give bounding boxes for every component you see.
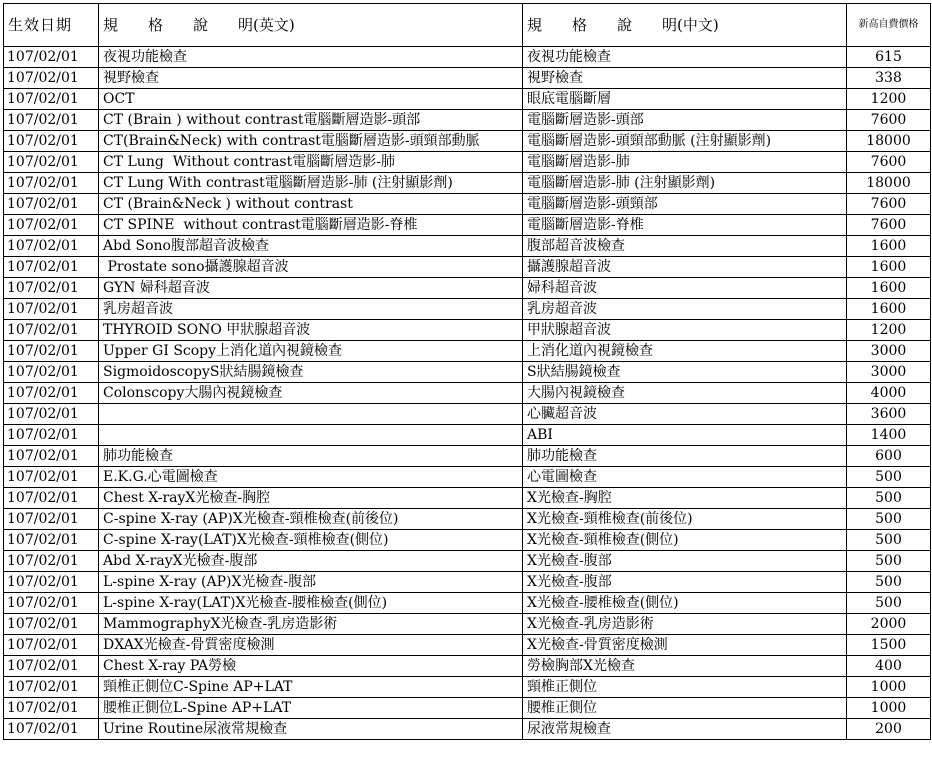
cell-effective-date: 107/02/01 [4, 110, 99, 131]
cell-price: 600 [847, 446, 931, 467]
cell-spec-chinese: 乳房超音波 [523, 299, 847, 320]
cell-spec-chinese: 電腦斷層造影-頭頸部 [523, 194, 847, 215]
cell-effective-date: 107/02/01 [4, 383, 99, 404]
cell-spec-english: THYROID SONO 甲狀腺超音波 [99, 320, 523, 341]
cell-effective-date: 107/02/01 [4, 425, 99, 446]
cell-effective-date: 107/02/01 [4, 530, 99, 551]
table-row [4, 131, 931, 152]
table-row [4, 530, 931, 551]
header-spec-chinese: 規 格 說 明(中文) [523, 4, 847, 47]
table-header [4, 4, 931, 47]
table-row [4, 488, 931, 509]
cell-spec-english: C-spine X-ray (AP)X光檢查-頸椎檢查(前後位) [99, 509, 523, 530]
table-row [4, 425, 931, 446]
table-row [4, 656, 931, 677]
cell-price: 1000 [847, 698, 931, 719]
header-spec-english: 規 格 說 明(英文) [99, 4, 523, 47]
cell-spec-chinese: 視野檢查 [523, 68, 847, 89]
cell-spec-english: E.K.G.心電圖檢查 [99, 467, 523, 488]
table-row [4, 572, 931, 593]
cell-effective-date: 107/02/01 [4, 89, 99, 110]
cell-price: 500 [847, 467, 931, 488]
cell-effective-date: 107/02/01 [4, 488, 99, 509]
cell-spec-english: C-spine X-ray(LAT)X光檢查-頸椎檢查(側位) [99, 530, 523, 551]
cell-effective-date: 107/02/01 [4, 404, 99, 425]
cell-price: 1200 [847, 320, 931, 341]
table-row [4, 614, 931, 635]
cell-spec-chinese: 肺功能檢查 [523, 446, 847, 467]
table-row [4, 551, 931, 572]
table-row [4, 257, 931, 278]
cell-spec-english: CT Lung Without contrast電腦斷層造影-肺 [99, 152, 523, 173]
cell-spec-english: 視野檢查 [99, 68, 523, 89]
cell-spec-chinese: 夜視功能檢查 [523, 47, 847, 68]
cell-effective-date: 107/02/01 [4, 320, 99, 341]
cell-price: 1200 [847, 89, 931, 110]
cell-spec-english: L-spine X-ray(LAT)X光檢查-腰椎檢查(側位) [99, 593, 523, 614]
cell-price: 18000 [847, 131, 931, 152]
cell-spec-english: CT(Brain&Neck) with contrast電腦斷層造影-頭頸部動脈 [99, 131, 523, 152]
cell-price: 3000 [847, 362, 931, 383]
table-row [4, 47, 931, 68]
cell-price: 7600 [847, 152, 931, 173]
cell-spec-chinese: 頸椎正側位 [523, 677, 847, 698]
cell-price: 1000 [847, 677, 931, 698]
cell-spec-english: GYN 婦科超音波 [99, 278, 523, 299]
cell-spec-english: DXAX光檢查-骨質密度檢測 [99, 635, 523, 656]
cell-spec-chinese: 婦科超音波 [523, 278, 847, 299]
header-effective-date: 生效日期 [4, 4, 99, 47]
cell-spec-chinese: 大腸內視鏡檢查 [523, 383, 847, 404]
cell-effective-date: 107/02/01 [4, 551, 99, 572]
table-row [4, 299, 931, 320]
cell-spec-english: 乳房超音波 [99, 299, 523, 320]
cell-effective-date: 107/02/01 [4, 656, 99, 677]
table-row [4, 383, 931, 404]
cell-spec-english: CT (Brain&Neck ) without contrast [99, 194, 523, 215]
cell-effective-date: 107/02/01 [4, 635, 99, 656]
cell-price: 7600 [847, 215, 931, 236]
cell-spec-chinese: 勞檢胸部X光檢查 [523, 656, 847, 677]
cell-spec-chinese: 電腦斷層造影-脊椎 [523, 215, 847, 236]
cell-spec-chinese: 腹部超音波檢查 [523, 236, 847, 257]
cell-spec-chinese: 上消化道內視鏡檢查 [523, 341, 847, 362]
cell-spec-english [99, 425, 523, 446]
cell-effective-date: 107/02/01 [4, 362, 99, 383]
table-row [4, 68, 931, 89]
cell-price: 4000 [847, 383, 931, 404]
table-row [4, 677, 931, 698]
table-body [4, 47, 931, 740]
cell-effective-date: 107/02/01 [4, 131, 99, 152]
cell-price: 1600 [847, 299, 931, 320]
cell-price: 18000 [847, 173, 931, 194]
cell-spec-english: CT SPINE without contrast電腦斷層造影-脊椎 [99, 215, 523, 236]
cell-spec-chinese: 電腦斷層造影-肺 (注射顯影劑) [523, 173, 847, 194]
cell-effective-date: 107/02/01 [4, 467, 99, 488]
cell-effective-date: 107/02/01 [4, 572, 99, 593]
cell-price: 1500 [847, 635, 931, 656]
cell-effective-date: 107/02/01 [4, 698, 99, 719]
table-row [4, 152, 931, 173]
cell-price: 7600 [847, 194, 931, 215]
header-row [4, 4, 931, 47]
cell-price: 1600 [847, 278, 931, 299]
cell-price: 500 [847, 488, 931, 509]
table-row [4, 719, 931, 740]
cell-price: 338 [847, 68, 931, 89]
cell-effective-date: 107/02/01 [4, 236, 99, 257]
table-row [4, 236, 931, 257]
cell-spec-chinese: X光檢查-腹部 [523, 572, 847, 593]
table-row [4, 194, 931, 215]
cell-effective-date: 107/02/01 [4, 593, 99, 614]
table-row [4, 509, 931, 530]
table-row [4, 173, 931, 194]
cell-effective-date: 107/02/01 [4, 68, 99, 89]
price-table [3, 3, 931, 740]
cell-price: 1600 [847, 257, 931, 278]
cell-effective-date: 107/02/01 [4, 257, 99, 278]
cell-spec-chinese: X光檢查-骨質密度檢測 [523, 635, 847, 656]
cell-effective-date: 107/02/01 [4, 614, 99, 635]
table-row [4, 362, 931, 383]
cell-spec-chinese: 腰椎正側位 [523, 698, 847, 719]
cell-spec-english: SigmoidoscopyS狀結腸鏡檢查 [99, 362, 523, 383]
cell-spec-chinese: X光檢查-頸椎檢查(前後位) [523, 509, 847, 530]
cell-spec-english: Abd X-rayX光檢查-腹部 [99, 551, 523, 572]
cell-effective-date: 107/02/01 [4, 299, 99, 320]
cell-spec-chinese: 眼底電腦斷層 [523, 89, 847, 110]
cell-price: 400 [847, 656, 931, 677]
cell-price: 500 [847, 551, 931, 572]
cell-spec-chinese: 電腦斷層造影-頭部 [523, 110, 847, 131]
cell-spec-english [99, 404, 523, 425]
cell-spec-chinese: X光檢查-頸椎檢查(側位) [523, 530, 847, 551]
cell-effective-date: 107/02/01 [4, 278, 99, 299]
cell-spec-english: 肺功能檢查 [99, 446, 523, 467]
cell-spec-english: CT (Brain ) without contrast電腦斷層造影-頭部 [99, 110, 523, 131]
cell-spec-chinese: S狀結腸鏡檢查 [523, 362, 847, 383]
cell-price: 7600 [847, 110, 931, 131]
cell-spec-chinese: 尿液常規檢查 [523, 719, 847, 740]
cell-effective-date: 107/02/01 [4, 446, 99, 467]
cell-spec-chinese: 甲狀腺超音波 [523, 320, 847, 341]
table-row [4, 446, 931, 467]
cell-spec-chinese: 心電圖檢查 [523, 467, 847, 488]
cell-effective-date: 107/02/01 [4, 194, 99, 215]
cell-spec-chinese: 電腦斷層造影-肺 [523, 152, 847, 173]
cell-spec-chinese: ABI [523, 425, 847, 446]
cell-price: 500 [847, 593, 931, 614]
cell-spec-chinese: 電腦斷層造影-頭頸部動脈 (注射顯影劑) [523, 131, 847, 152]
table-row [4, 215, 931, 236]
cell-spec-chinese: X光檢查-腹部 [523, 551, 847, 572]
cell-effective-date: 107/02/01 [4, 47, 99, 68]
cell-price: 500 [847, 530, 931, 551]
cell-spec-english: Chest X-rayX光檢查-胸腔 [99, 488, 523, 509]
table-row [4, 467, 931, 488]
cell-price: 2000 [847, 614, 931, 635]
cell-spec-chinese: X光檢查-乳房造影術 [523, 614, 847, 635]
cell-effective-date: 107/02/01 [4, 719, 99, 740]
table-row [4, 404, 931, 425]
cell-effective-date: 107/02/01 [4, 173, 99, 194]
table-row [4, 110, 931, 131]
cell-spec-english: 夜視功能檢查 [99, 47, 523, 68]
cell-spec-english: L-spine X-ray (AP)X光檢查-腹部 [99, 572, 523, 593]
cell-spec-english: Colonscopy大腸內視鏡檢查 [99, 383, 523, 404]
cell-price: 500 [847, 572, 931, 593]
cell-spec-english: 腰椎正側位L-Spine AP+LAT [99, 698, 523, 719]
table-row [4, 635, 931, 656]
cell-price: 1600 [847, 236, 931, 257]
cell-spec-english: Chest X-ray PA勞檢 [99, 656, 523, 677]
cell-price: 500 [847, 509, 931, 530]
cell-spec-english: CT Lung With contrast電腦斷層造影-肺 (注射顯影劑) [99, 173, 523, 194]
cell-effective-date: 107/02/01 [4, 341, 99, 362]
cell-price: 3000 [847, 341, 931, 362]
cell-price: 3600 [847, 404, 931, 425]
cell-spec-chinese: 心臟超音波 [523, 404, 847, 425]
cell-spec-english: MammographyX光檢查-乳房造影術 [99, 614, 523, 635]
cell-price: 1400 [847, 425, 931, 446]
table-row [4, 698, 931, 719]
cell-spec-english: Abd Sono腹部超音波檢查 [99, 236, 523, 257]
cell-spec-english: Urine Routine尿液常規檢查 [99, 719, 523, 740]
table-row [4, 278, 931, 299]
cell-spec-english: Prostate sono攝護腺超音波 [99, 257, 523, 278]
cell-effective-date: 107/02/01 [4, 215, 99, 236]
cell-effective-date: 107/02/01 [4, 509, 99, 530]
table-row [4, 320, 931, 341]
cell-spec-english: Upper GI Scopy上消化道內視鏡檢查 [99, 341, 523, 362]
cell-spec-chinese: 攝護腺超音波 [523, 257, 847, 278]
cell-spec-english: OCT [99, 89, 523, 110]
table-row [4, 89, 931, 110]
cell-spec-chinese: X光檢查-胸腔 [523, 488, 847, 509]
table-row [4, 593, 931, 614]
cell-price: 615 [847, 47, 931, 68]
cell-spec-english: 頸椎正側位C-Spine AP+LAT [99, 677, 523, 698]
cell-spec-chinese: X光檢查-腰椎檢查(側位) [523, 593, 847, 614]
cell-effective-date: 107/02/01 [4, 152, 99, 173]
cell-effective-date: 107/02/01 [4, 677, 99, 698]
header-self-pay-price: 新高自費價格 [847, 4, 931, 47]
cell-price: 200 [847, 719, 931, 740]
table-row [4, 341, 931, 362]
